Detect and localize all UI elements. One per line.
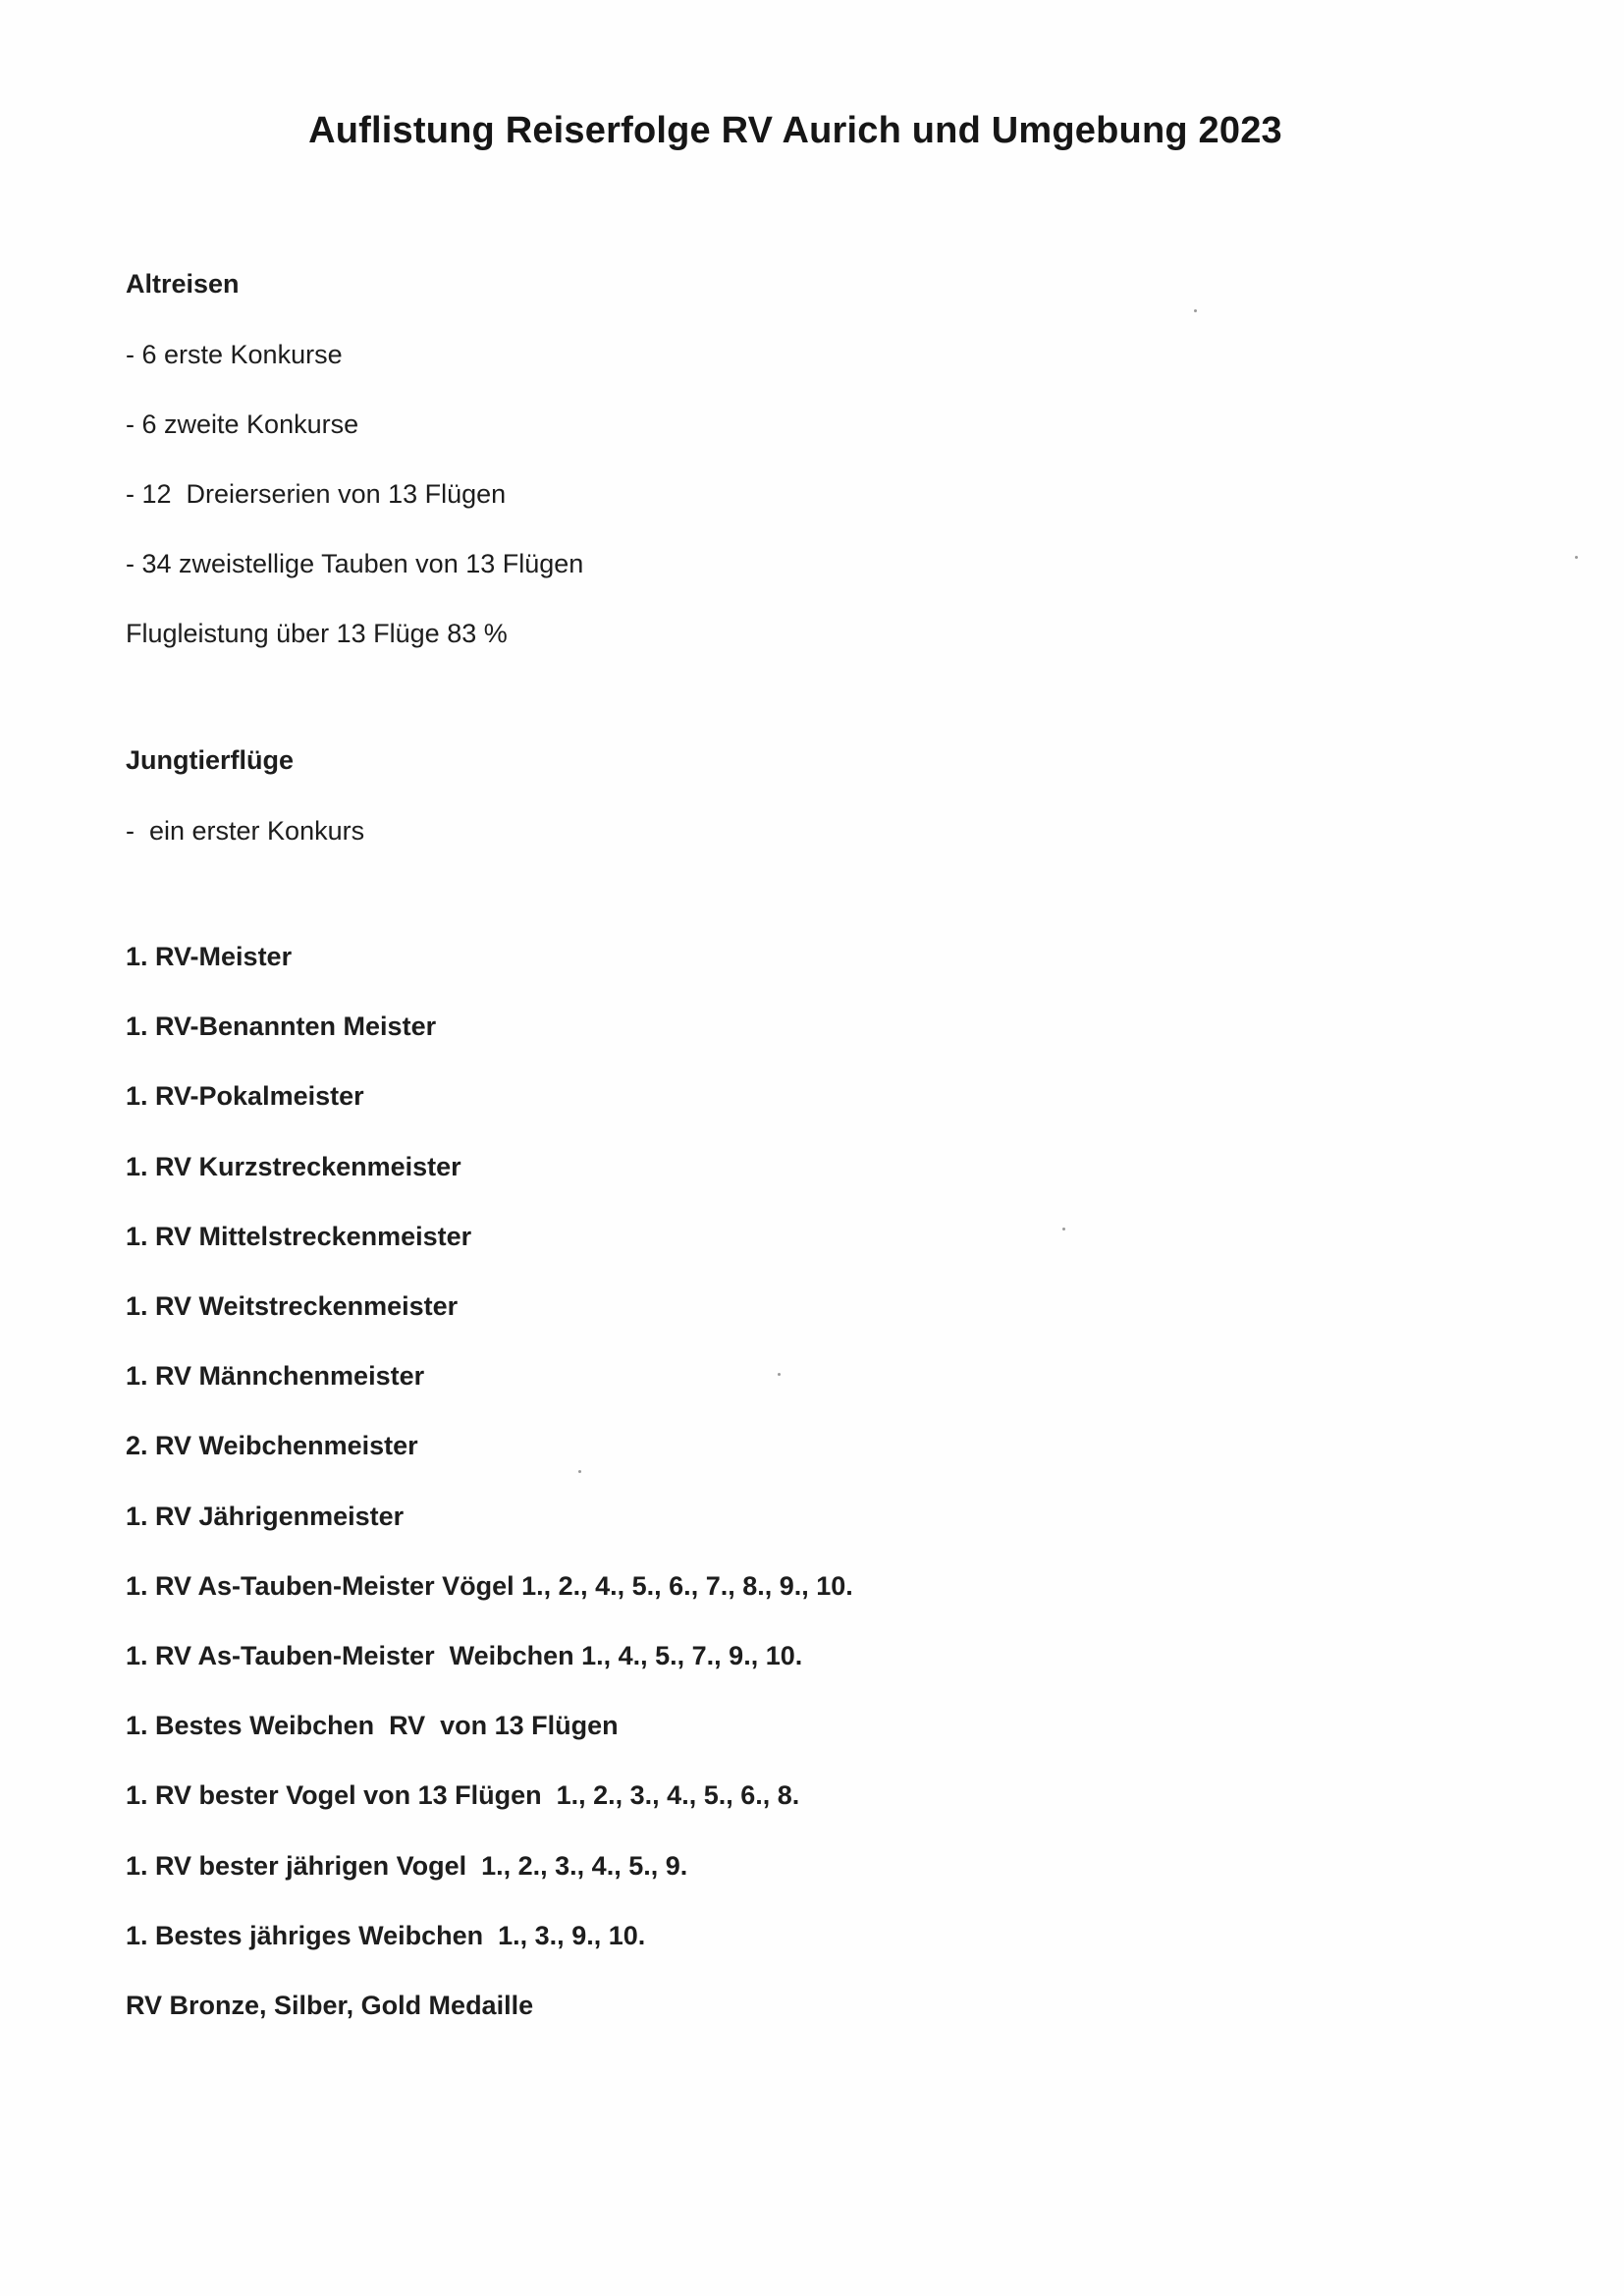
altreisen-item: - 34 zweistellige Tauben von 13 Flügen: [126, 549, 584, 578]
title-item: 1. RV As-Tauben-Meister Vögel 1., 2., 4., 5., 6., 7., 8., 9., 10.: [126, 1571, 853, 1601]
title-item: 1. RV Mittelstreckenmeister: [126, 1222, 472, 1251]
altreisen-item: - 6 zweite Konkurse: [126, 410, 359, 439]
altreisen-item: - 6 erste Konkurse: [126, 340, 343, 369]
scan-speck: [1575, 556, 1578, 559]
title-item: 1. RV-Meister: [126, 942, 293, 971]
altreisen-summary: Flugleistung über 13 Flüge 83 %: [126, 619, 508, 648]
jungtierfluege-heading: Jungtierflüge: [126, 745, 295, 775]
scan-speck: [1194, 309, 1197, 312]
altreisen-item: - 12 Dreierserien von 13 Flügen: [126, 479, 507, 509]
title-item: 1. RV Jährigenmeister: [126, 1502, 405, 1531]
jungtierfluege-item: - ein erster Konkurs: [126, 816, 365, 846]
title-item: RV Bronze, Silber, Gold Medaille: [126, 1991, 534, 2020]
title-item: 1. RV-Benannten Meister: [126, 1011, 437, 1041]
title-item: 1. Bestes jähriges Weibchen 1., 3., 9., 10.: [126, 1921, 646, 1950]
title-item: 1. RV Männchenmeister: [126, 1361, 425, 1391]
title-item: 1. RV bester Vogel von 13 Flügen 1., 2., 3., 4., 5., 6., 8.: [126, 1780, 800, 1810]
document-title: Auflistung Reiserfolge RV Aurich und Umgebung 2023: [308, 110, 1282, 151]
title-item: 2. RV Weibchenmeister: [126, 1431, 418, 1460]
title-item: 1. RV bester jährigen Vogel 1., 2., 3., 4., 5., 9.: [126, 1851, 688, 1881]
title-item: 1. RV Weitstreckenmeister: [126, 1291, 459, 1321]
scan-speck: [578, 1470, 581, 1473]
altreisen-heading: Altreisen: [126, 269, 240, 299]
title-item: 1. Bestes Weibchen RV von 13 Flügen: [126, 1711, 619, 1740]
scan-speck: [1062, 1228, 1065, 1230]
title-item: 1. RV-Pokalmeister: [126, 1081, 364, 1111]
scan-speck: [778, 1373, 781, 1376]
title-item: 1. RV As-Tauben-Meister Weibchen 1., 4., 5., 7., 9., 10.: [126, 1641, 803, 1670]
title-item: 1. RV Kurzstreckenmeister: [126, 1152, 461, 1181]
